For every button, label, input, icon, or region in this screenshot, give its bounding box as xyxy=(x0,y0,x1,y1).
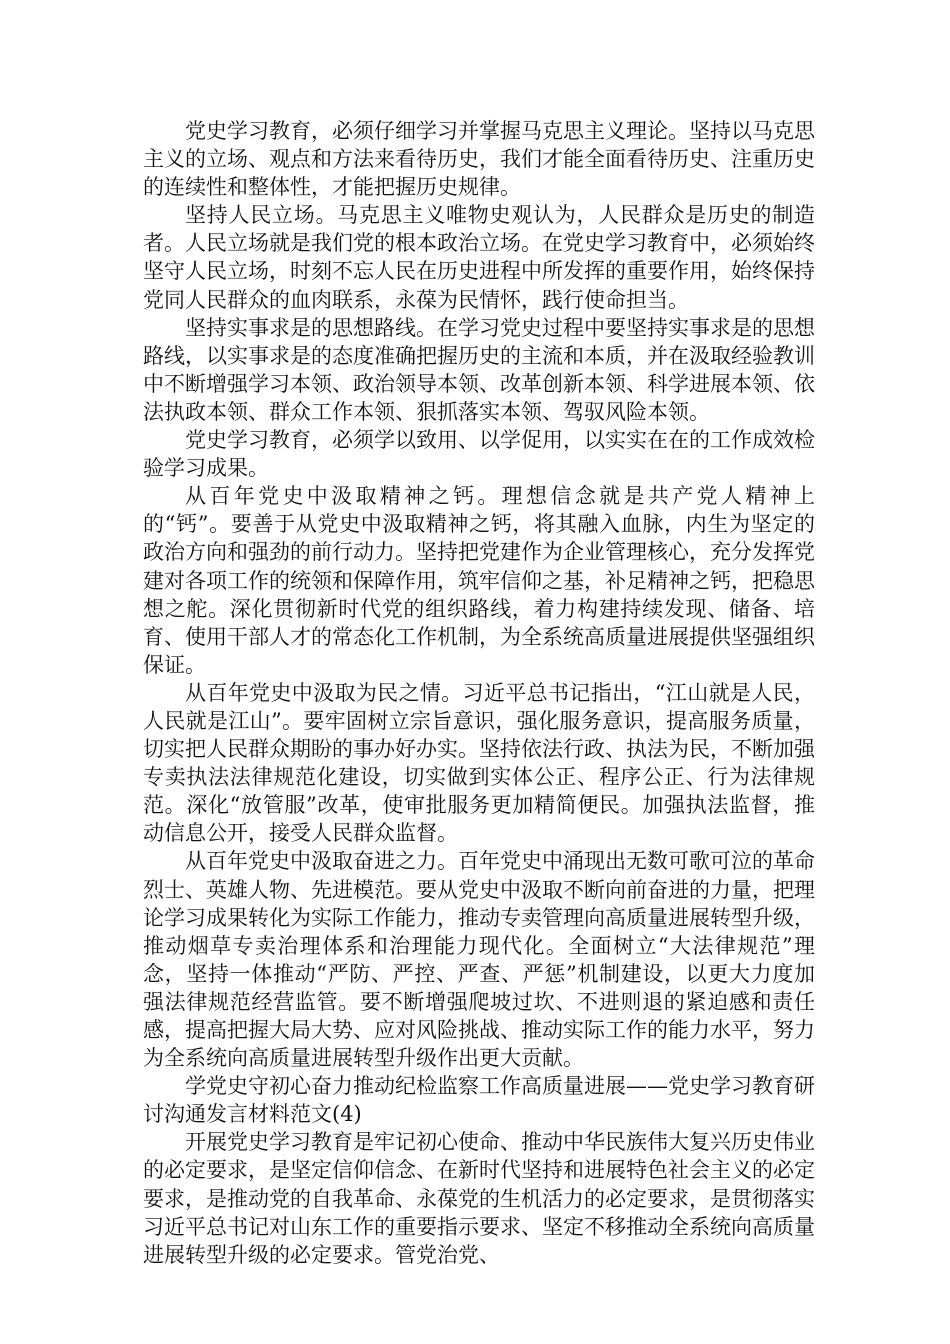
section-title: 学党史守初心奋力推动纪检监察工作高质量进展——党史学习教育研讨沟通发言材料范文(4) xyxy=(143,1074,815,1127)
paragraph-intro: 开展党史学习教育是牢记初心使命、推动中华民族伟大复兴历史伟业的必定要求，是坚定信仰信念、在新时代坚持和进展特色社会主义的必定要求，是推动党的自我革命、永葆党的生机活力的必定要求，是贯彻落实习近平总书记对山东工作的重要指示要求、坚定不移推动全系统向高质量进展转型升级的必定要求。管党治党、 xyxy=(143,1130,815,1267)
document-body xyxy=(143,117,815,1269)
paragraph-apply-learning: 党史学习教育，必须学以致用、以学促用，以实实在在的工作成效检验学习成果。 xyxy=(143,428,815,481)
paragraph-serve-people: 从百年党史中汲取为民之情。习近平总书记指出，“江山就是人民，人民就是江山”。要牢固树立宗旨意识，强化服务意识，提高服务质量，切实把人民群众期盼的事办好办实。坚持依法行政、执法为民，不断加强专卖执法法律规范化建设，切实做到实体公正、程序公正、行为法律规范。深化“放管服”改革，使审批服务更加精简便民。加强执法监督，推动信息公开，接受人民群众监督。 xyxy=(143,680,815,846)
paragraph-seek-truth: 坚持实事求是的思想路线。在学习党史过程中要坚持实事求是的思想路线，以实事求是的态度准确把握历史的主流和本质，并在汲取经验教训中不断增强学习本领、政治领导本领、改革创新本领、科学进展本领、依法执政本领、群众工作本领、狠抓落实本领、驾驭风险本领。 xyxy=(143,315,815,424)
paragraph-forward-strength: 从百年党史中汲取奋进之力。百年党史中涌现出无数可歌可泣的革命烈士、英雄人物、先进模范。要从党史中汲取不断向前奋进的力量，把理论学习成果转化为实际工作能力，推动专卖管理向高质量进展转型升级，推动烟草专卖治理体系和治理能力现代化。全面树立“大法律规范”理念，坚持一体推动“严防、严控、严查、严惩”机制建设，以更大力度加强法律规范经营监管。要不断增强爬坡过坎、不进则退的紧迫感和责任感，提高把握大局大势、应对风险挑战、推动实际工作的能力水平，努力为全系统向高质量进展转型升级作出更大贡献。 xyxy=(143,849,815,1071)
paragraph-spiritual-calcium: 从百年党史中汲取精神之钙。理想信念就是共产党人精神上的“钙”。要善于从党史中汲取精神之钙，将其融入血脉，内生为坚定的政治方向和强劲的前行动力。坚持把党建作为企业管理核心，充分发挥党建对各项工作的统领和保障作用，筑牢信仰之基，补足精神之钙，把稳思想之舵。深化贯彻新时代党的组织路线，着力构建持续发现、储备、培育、使用干部人才的常态化工作机制，为全系统高质量进展提供坚强组织保证。 xyxy=(143,484,815,677)
paragraph-people-stance: 坚持人民立场。马克思主义唯物史观认为，人民群众是历史的制造者。人民立场就是我们党的根本政治立场。在党史学习教育中，必须始终坚守人民立场，时刻不忘人民在历史进程中所发挥的重要作用，始终保持党同人民群众的血肉联系，永葆为民情怀，践行使命担当。 xyxy=(143,203,815,312)
paragraph-theory-study: 党史学习教育，必须仔细学习并掌握马克思主义理论。坚持以马克思主义的立场、观点和方法来看待历史，我们才能全面看待历史、注重历史的连续性和整体性，才能把握历史规律。 xyxy=(143,119,815,200)
